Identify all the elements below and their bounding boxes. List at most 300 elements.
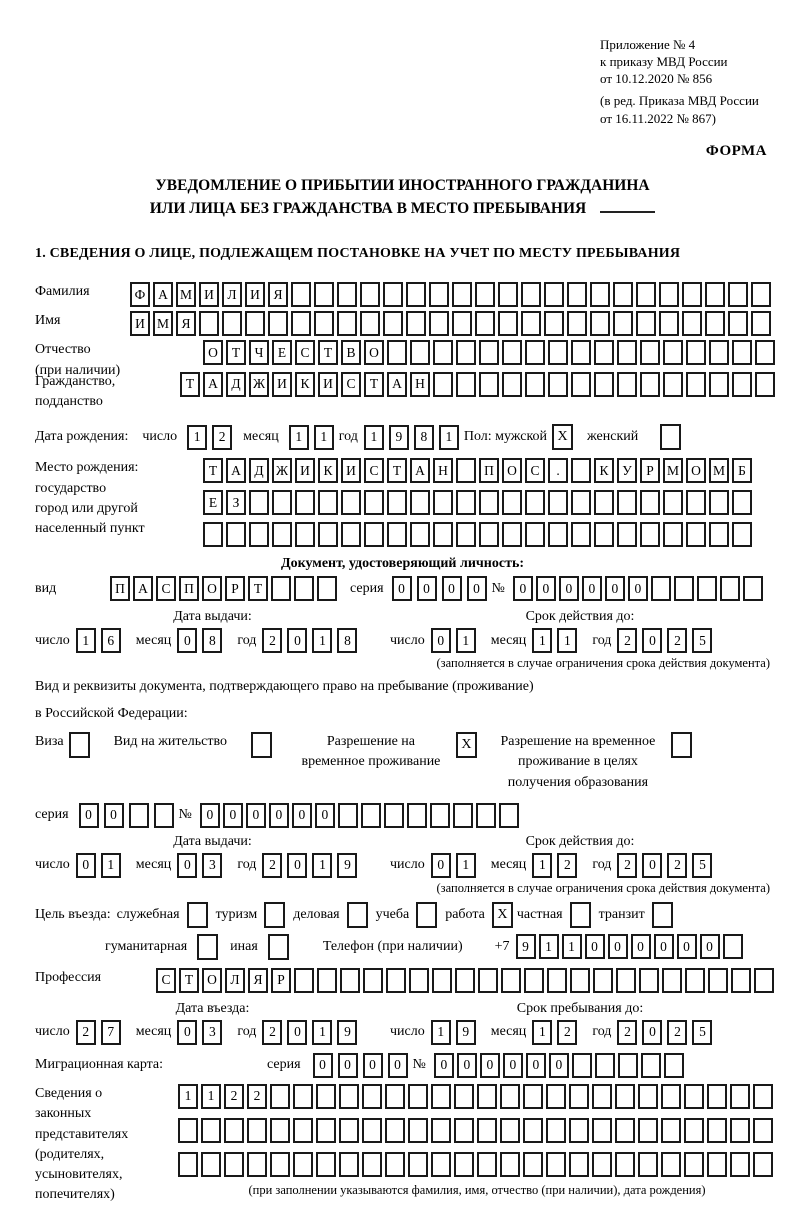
char-cell[interactable] [479,372,499,397]
char-cell[interactable]: А [153,282,173,307]
char-cell[interactable]: 0 [642,853,662,878]
char-cell[interactable]: 0 [287,628,307,653]
char-cell[interactable]: Ж [249,372,269,397]
char-cell[interactable] [222,311,242,336]
char-cell[interactable] [502,522,522,547]
char-cell[interactable] [318,522,338,547]
char-cell[interactable] [431,1118,451,1143]
char-cell[interactable] [454,1118,474,1143]
char-cell[interactable]: 1 [439,425,459,450]
char-cell[interactable]: 1 [456,853,476,878]
char-cell[interactable] [705,311,725,336]
char-cell[interactable] [617,490,637,515]
char-cell[interactable]: 5 [692,853,712,878]
char-cell[interactable] [201,1118,221,1143]
char-cell[interactable] [408,1118,428,1143]
char-cell[interactable] [755,372,775,397]
char-cell[interactable] [500,1084,520,1109]
char-cell[interactable]: Т [364,372,384,397]
char-cell[interactable] [640,522,660,547]
char-cell[interactable] [613,311,633,336]
char-cell[interactable] [387,522,407,547]
char-cell[interactable] [479,340,499,365]
char-cell[interactable] [224,1118,244,1143]
char-cell[interactable] [341,522,361,547]
char-cell[interactable] [364,490,384,515]
char-cell[interactable] [617,340,637,365]
char-cell[interactable] [732,340,752,365]
char-cell[interactable]: 1 [456,628,476,653]
char-cell[interactable] [432,968,452,993]
char-cell[interactable] [572,1053,592,1078]
char-cell[interactable] [640,490,660,515]
char-cell[interactable]: М [663,458,683,483]
char-cell[interactable] [638,1118,658,1143]
char-cell[interactable]: 0 [582,576,602,601]
char-cell[interactable] [567,311,587,336]
char-cell[interactable] [640,372,660,397]
char-cell[interactable] [360,311,380,336]
char-cell[interactable] [406,282,426,307]
char-cell[interactable] [682,311,702,336]
option-visa-checkbox[interactable] [69,732,90,758]
char-cell[interactable] [479,490,499,515]
purpose-private-checkbox[interactable] [570,902,591,928]
char-cell[interactable]: Т [318,340,338,365]
char-cell[interactable]: 1 [187,425,207,450]
sex-male-checkbox[interactable]: X [552,424,573,450]
char-cell[interactable]: М [153,311,173,336]
char-cell[interactable]: С [364,458,384,483]
char-cell[interactable]: М [709,458,729,483]
char-cell[interactable] [406,311,426,336]
char-cell[interactable]: 2 [212,425,232,450]
char-cell[interactable] [728,311,748,336]
char-cell[interactable]: 1 [557,628,577,653]
char-cell[interactable] [477,1084,497,1109]
option-temp-residence-checkbox[interactable]: X [456,732,477,758]
char-cell[interactable]: К [318,458,338,483]
char-cell[interactable] [295,522,315,547]
char-cell[interactable]: 1 [312,1020,332,1045]
char-cell[interactable]: Е [272,340,292,365]
char-cell[interactable]: 0 [536,576,556,601]
char-cell[interactable] [659,311,679,336]
char-cell[interactable] [452,311,472,336]
char-cell[interactable]: 0 [434,1053,454,1078]
char-cell[interactable] [317,968,337,993]
char-cell[interactable] [456,490,476,515]
char-cell[interactable] [661,1118,681,1143]
char-cell[interactable] [203,522,223,547]
char-cell[interactable] [341,490,361,515]
char-cell[interactable] [592,1084,612,1109]
char-cell[interactable]: 1 [312,853,332,878]
char-cell[interactable]: Р [271,968,291,993]
char-cell[interactable] [659,282,679,307]
char-cell[interactable]: 0 [549,1053,569,1078]
char-cell[interactable] [454,1152,474,1177]
char-cell[interactable]: С [525,458,545,483]
char-cell[interactable]: 0 [313,1053,333,1078]
char-cell[interactable]: 0 [605,576,625,601]
char-cell[interactable]: 9 [389,425,409,450]
char-cell[interactable] [318,490,338,515]
char-cell[interactable] [524,968,544,993]
char-cell[interactable]: 6 [101,628,121,653]
char-cell[interactable] [594,340,614,365]
char-cell[interactable]: 8 [202,628,222,653]
char-cell[interactable]: Я [176,311,196,336]
char-cell[interactable] [498,311,518,336]
char-cell[interactable]: 0 [642,1020,662,1045]
char-cell[interactable]: 1 [101,853,121,878]
char-cell[interactable]: 3 [202,853,222,878]
char-cell[interactable]: 0 [223,803,243,828]
char-cell[interactable]: 2 [557,853,577,878]
char-cell[interactable] [291,282,311,307]
char-cell[interactable]: С [341,372,361,397]
char-cell[interactable]: Л [222,282,242,307]
char-cell[interactable] [707,1152,727,1177]
char-cell[interactable] [314,282,334,307]
char-cell[interactable] [337,311,357,336]
char-cell[interactable] [569,1118,589,1143]
char-cell[interactable]: 9 [456,1020,476,1045]
char-cell[interactable]: Ч [249,340,269,365]
char-cell[interactable] [433,340,453,365]
purpose-study-checkbox[interactable] [416,902,437,928]
char-cell[interactable] [686,522,706,547]
char-cell[interactable] [571,458,591,483]
char-cell[interactable] [475,282,495,307]
char-cell[interactable] [743,576,763,601]
char-cell[interactable]: Ж [272,458,292,483]
char-cell[interactable] [708,968,728,993]
char-cell[interactable] [525,490,545,515]
char-cell[interactable] [732,522,752,547]
char-cell[interactable] [249,522,269,547]
char-cell[interactable] [569,1084,589,1109]
char-cell[interactable] [730,1118,750,1143]
char-cell[interactable]: К [594,458,614,483]
char-cell[interactable]: М [176,282,196,307]
char-cell[interactable] [178,1118,198,1143]
char-cell[interactable] [291,311,311,336]
char-cell[interactable] [567,282,587,307]
char-cell[interactable] [615,1118,635,1143]
char-cell[interactable]: 0 [246,803,266,828]
char-cell[interactable]: 0 [442,576,462,601]
char-cell[interactable] [410,340,430,365]
char-cell[interactable] [640,340,660,365]
char-cell[interactable] [477,1152,497,1177]
char-cell[interactable]: Т [387,458,407,483]
char-cell[interactable] [709,372,729,397]
char-cell[interactable]: Т [226,340,246,365]
char-cell[interactable] [593,968,613,993]
char-cell[interactable]: Е [203,490,223,515]
char-cell[interactable] [663,372,683,397]
char-cell[interactable] [199,311,219,336]
char-cell[interactable] [272,490,292,515]
char-cell[interactable]: Ф [130,282,150,307]
char-cell[interactable]: И [199,282,219,307]
char-cell[interactable]: Т [203,458,223,483]
char-cell[interactable]: Д [226,372,246,397]
char-cell[interactable] [409,968,429,993]
char-cell[interactable] [709,490,729,515]
char-cell[interactable] [730,1084,750,1109]
char-cell[interactable] [570,968,590,993]
char-cell[interactable]: 1 [532,628,552,653]
char-cell[interactable] [661,1084,681,1109]
char-cell[interactable] [226,522,246,547]
char-cell[interactable]: 2 [262,628,282,653]
char-cell[interactable] [501,968,521,993]
char-cell[interactable] [314,311,334,336]
char-cell[interactable] [732,490,752,515]
char-cell[interactable]: Н [433,458,453,483]
char-cell[interactable]: 1 [364,425,384,450]
char-cell[interactable] [293,1152,313,1177]
char-cell[interactable] [686,340,706,365]
char-cell[interactable]: 1 [201,1084,221,1109]
char-cell[interactable]: Б [732,458,752,483]
char-cell[interactable] [362,1152,382,1177]
char-cell[interactable] [651,576,671,601]
char-cell[interactable] [295,490,315,515]
char-cell[interactable] [317,576,337,601]
char-cell[interactable]: 0 [457,1053,477,1078]
char-cell[interactable] [364,522,384,547]
char-cell[interactable] [429,282,449,307]
char-cell[interactable]: 1 [314,425,334,450]
char-cell[interactable] [544,311,564,336]
char-cell[interactable] [616,968,636,993]
char-cell[interactable] [636,311,656,336]
char-cell[interactable] [547,968,567,993]
char-cell[interactable] [476,803,496,828]
purpose-official-checkbox[interactable] [187,902,208,928]
char-cell[interactable] [339,1084,359,1109]
char-cell[interactable]: Т [180,372,200,397]
char-cell[interactable] [270,1084,290,1109]
char-cell[interactable]: 2 [667,1020,687,1045]
char-cell[interactable] [639,968,659,993]
char-cell[interactable] [751,282,771,307]
char-cell[interactable]: 1 [76,628,96,653]
char-cell[interactable] [546,1118,566,1143]
char-cell[interactable] [433,490,453,515]
char-cell[interactable]: 2 [76,1020,96,1045]
char-cell[interactable] [456,372,476,397]
char-cell[interactable] [452,282,472,307]
char-cell[interactable] [707,1118,727,1143]
char-cell[interactable] [433,372,453,397]
char-cell[interactable] [410,522,430,547]
char-cell[interactable]: 2 [262,853,282,878]
char-cell[interactable]: 1 [532,853,552,878]
char-cell[interactable] [592,1152,612,1177]
char-cell[interactable]: 0 [292,803,312,828]
char-cell[interactable]: 0 [287,1020,307,1045]
char-cell[interactable] [433,522,453,547]
purpose-transit-checkbox[interactable] [652,902,673,928]
purpose-humanitarian-checkbox[interactable] [197,934,218,960]
char-cell[interactable] [247,1118,267,1143]
char-cell[interactable] [615,1152,635,1177]
char-cell[interactable] [663,340,683,365]
char-cell[interactable] [500,1118,520,1143]
char-cell[interactable] [272,522,292,547]
char-cell[interactable]: 2 [557,1020,577,1045]
char-cell[interactable] [720,576,740,601]
char-cell[interactable] [594,372,614,397]
char-cell[interactable]: И [341,458,361,483]
char-cell[interactable] [548,522,568,547]
char-cell[interactable] [569,1152,589,1177]
char-cell[interactable] [525,522,545,547]
purpose-work-checkbox[interactable]: X [492,902,513,928]
char-cell[interactable]: 1 [178,1084,198,1109]
option-temp-residence-education-checkbox[interactable] [671,732,692,758]
char-cell[interactable]: 0 [677,934,697,959]
char-cell[interactable]: 5 [692,1020,712,1045]
char-cell[interactable] [617,522,637,547]
char-cell[interactable] [270,1152,290,1177]
char-cell[interactable] [201,1152,221,1177]
char-cell[interactable]: 2 [247,1084,267,1109]
char-cell[interactable]: О [686,458,706,483]
char-cell[interactable] [590,282,610,307]
char-cell[interactable]: 0 [526,1053,546,1078]
char-cell[interactable]: 0 [363,1053,383,1078]
char-cell[interactable] [728,282,748,307]
char-cell[interactable] [271,576,291,601]
char-cell[interactable] [383,311,403,336]
char-cell[interactable] [478,968,498,993]
char-cell[interactable] [293,1118,313,1143]
char-cell[interactable] [617,372,637,397]
char-cell[interactable] [684,1152,704,1177]
char-cell[interactable]: 1 [539,934,559,959]
char-cell[interactable] [595,1053,615,1078]
char-cell[interactable]: 0 [177,628,197,653]
char-cell[interactable] [755,340,775,365]
char-cell[interactable] [430,803,450,828]
char-cell[interactable] [682,282,702,307]
char-cell[interactable] [387,490,407,515]
char-cell[interactable] [431,1084,451,1109]
char-cell[interactable] [361,803,381,828]
char-cell[interactable] [268,311,288,336]
char-cell[interactable] [684,1084,704,1109]
char-cell[interactable]: 0 [200,803,220,828]
char-cell[interactable] [590,311,610,336]
char-cell[interactable] [247,1152,267,1177]
char-cell[interactable] [270,1118,290,1143]
char-cell[interactable]: Р [225,576,245,601]
char-cell[interactable]: 0 [269,803,289,828]
char-cell[interactable]: Д [249,458,269,483]
char-cell[interactable]: Я [268,282,288,307]
char-cell[interactable]: 0 [513,576,533,601]
char-cell[interactable] [754,968,774,993]
char-cell[interactable]: 2 [262,1020,282,1045]
char-cell[interactable] [663,490,683,515]
char-cell[interactable] [337,282,357,307]
char-cell[interactable] [544,282,564,307]
char-cell[interactable]: О [202,968,222,993]
char-cell[interactable] [293,1084,313,1109]
char-cell[interactable] [340,968,360,993]
char-cell[interactable]: 1 [289,425,309,450]
char-cell[interactable]: 2 [617,628,637,653]
char-cell[interactable] [455,968,475,993]
purpose-business-checkbox[interactable] [347,902,368,928]
char-cell[interactable]: В [341,340,361,365]
char-cell[interactable] [154,803,174,828]
char-cell[interactable] [594,522,614,547]
char-cell[interactable] [684,1118,704,1143]
char-cell[interactable] [571,490,591,515]
char-cell[interactable]: И [272,372,292,397]
char-cell[interactable] [316,1118,336,1143]
char-cell[interactable]: А [226,458,246,483]
sex-female-checkbox[interactable] [660,424,681,450]
char-cell[interactable] [705,282,725,307]
char-cell[interactable] [294,968,314,993]
char-cell[interactable]: А [387,372,407,397]
char-cell[interactable]: И [130,311,150,336]
char-cell[interactable] [662,968,682,993]
char-cell[interactable] [674,576,694,601]
char-cell[interactable] [224,1152,244,1177]
char-cell[interactable] [431,1152,451,1177]
char-cell[interactable] [385,1084,405,1109]
char-cell[interactable] [294,576,314,601]
char-cell[interactable] [387,340,407,365]
char-cell[interactable] [664,1053,684,1078]
char-cell[interactable]: 0 [480,1053,500,1078]
char-cell[interactable] [502,340,522,365]
char-cell[interactable] [751,311,771,336]
char-cell[interactable] [638,1152,658,1177]
char-cell[interactable] [385,1118,405,1143]
char-cell[interactable] [709,340,729,365]
char-cell[interactable] [641,1053,661,1078]
char-cell[interactable] [362,1084,382,1109]
char-cell[interactable]: 0 [79,803,99,828]
char-cell[interactable]: 0 [631,934,651,959]
char-cell[interactable]: Н [410,372,430,397]
char-cell[interactable]: 0 [388,1053,408,1078]
char-cell[interactable] [525,340,545,365]
char-cell[interactable] [383,282,403,307]
char-cell[interactable] [408,1084,428,1109]
char-cell[interactable] [709,522,729,547]
char-cell[interactable]: П [179,576,199,601]
char-cell[interactable]: 0 [608,934,628,959]
char-cell[interactable]: 2 [224,1084,244,1109]
char-cell[interactable]: 0 [503,1053,523,1078]
char-cell[interactable] [753,1118,773,1143]
char-cell[interactable]: 0 [585,934,605,959]
char-cell[interactable]: Р [640,458,660,483]
char-cell[interactable] [638,1084,658,1109]
char-cell[interactable]: 1 [431,1020,451,1045]
